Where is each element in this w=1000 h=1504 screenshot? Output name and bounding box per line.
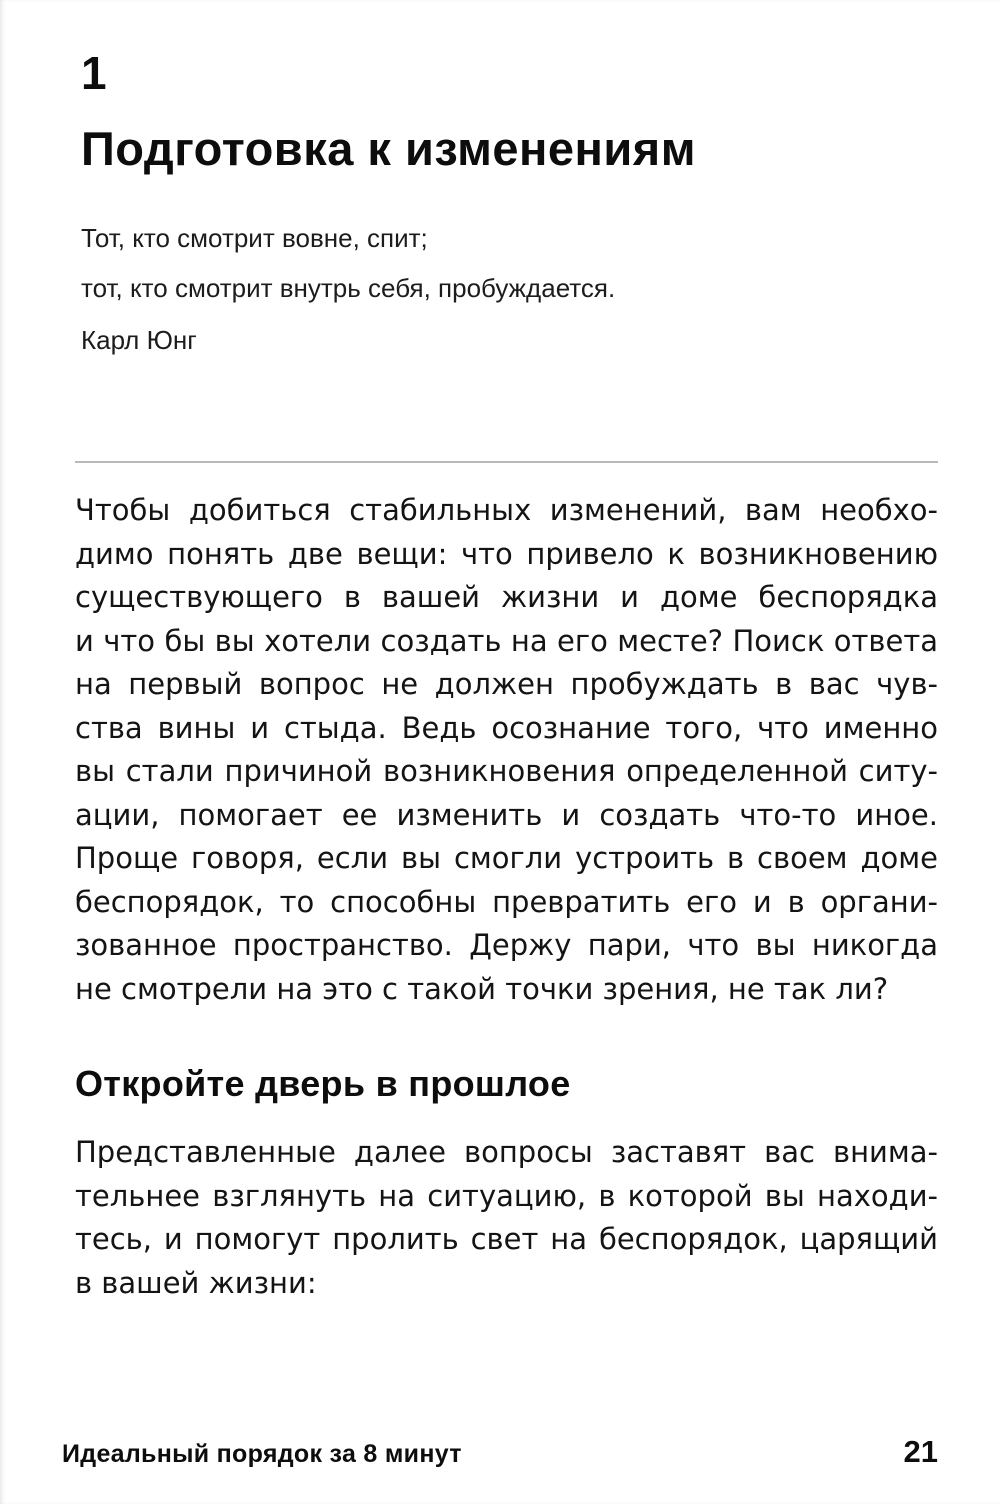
text-line: и что бы вы хотели создать на его месте? Поиск ответа <box>75 623 938 658</box>
text-line: ства вины и стыда. Ведь осознание того, что именно <box>75 710 938 745</box>
text-line: существующего в вашей жизни и доме беспорядка <box>75 580 938 615</box>
text-line: беспорядок, то способны превратить его и в органи- <box>75 884 938 919</box>
text-line: тельнее взглянуть на ситуацию, в которой вы находи- <box>75 1178 938 1213</box>
text-line: Тот, кто смотрит вовне, спит; <box>81 223 428 254</box>
epigraph-attribution: Карл Юнг <box>81 325 197 356</box>
text-line: димо понять две вещи: что привело к возникновению <box>75 536 938 571</box>
footer-page-number: 21 <box>903 1434 938 1469</box>
text-line: Проще говоря, если вы смогли устроить в своем доме <box>75 841 938 876</box>
chapter-title: Подготовка к изменениям <box>81 122 696 175</box>
chapter-number: 1 <box>81 47 107 99</box>
text-line: зованное пространство. Держу пари, что вы никогда <box>75 928 938 963</box>
section-divider <box>75 461 938 463</box>
text-line: Представленные далее вопросы заставят вас внима- <box>75 1135 938 1170</box>
text-line: вы стали причиной возникновения определенной ситу- <box>75 754 938 789</box>
text-line: на первый вопрос не должен пробуждать в вас чув- <box>75 667 938 702</box>
page-footer <box>62 1434 938 1470</box>
text-line: не смотрели на это с такой точки зрения, не так ли? <box>75 971 889 1006</box>
text-line: ации, помогает ее изменить и создать что-то иное. <box>75 797 938 832</box>
epigraph-quote <box>81 213 938 313</box>
body-paragraph-2 <box>75 1131 938 1305</box>
text-line: тесь, и помогут пролить свет на беспорядок, царящий <box>75 1222 938 1257</box>
text-line: тот, кто смотрит внутрь себя, пробуждается. <box>81 273 616 304</box>
section-heading: Откройте дверь в прошлое <box>75 1063 571 1105</box>
text-line: в вашей жизни: <box>75 1265 317 1300</box>
body-paragraph-1 <box>75 489 938 1011</box>
footer-book-title: Идеальный порядок за 8 минут <box>62 1440 462 1468</box>
text-line: Чтобы добиться стабильных изменений, вам необхо- <box>75 493 938 528</box>
